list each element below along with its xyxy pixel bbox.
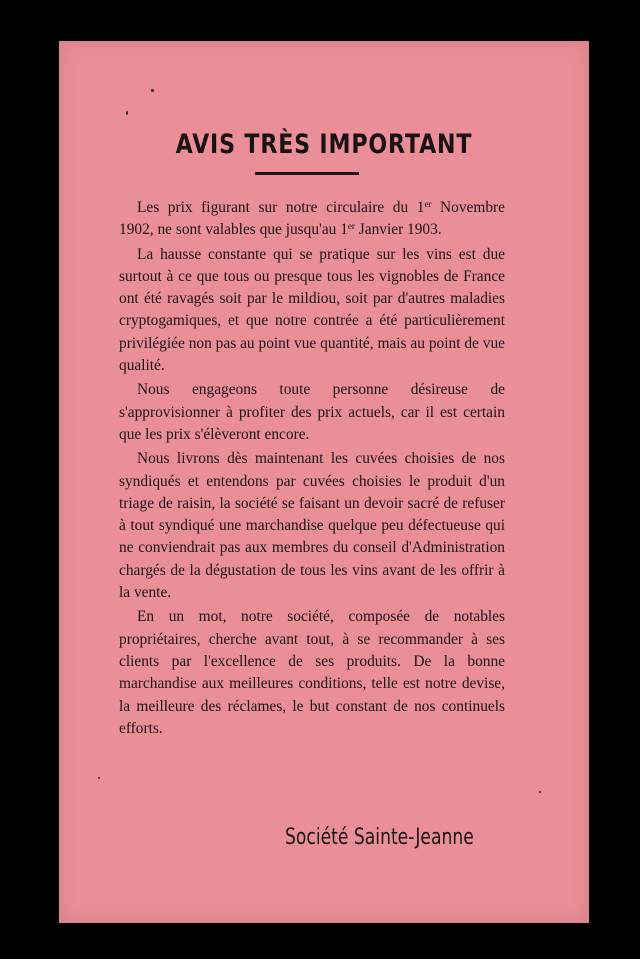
paragraph-supply-advice: Nous engageons toute personne désireuse de s'approvisionner à profiter des prix actuels, car il est certain que les prix s'élèveront encore. [119, 381, 505, 443]
paper-speck [126, 111, 128, 115]
paragraph-validity-text-a: Les prix figurant sur notre circulaire du [137, 199, 417, 216]
signature: Société Sainte-Jeanne [285, 825, 474, 850]
paragraph-validity-text-b: Novembre 1902, ne sont valables que jusqu'au [119, 199, 505, 239]
paper-speck [151, 89, 154, 92]
title-underline [255, 172, 359, 175]
notice-body [119, 197, 505, 740]
paper-speck [98, 777, 100, 779]
notice-title: AVIS TRÈS IMPORTANT [175, 129, 473, 160]
paper-speck [539, 791, 541, 793]
paragraph-validity: Les prix figurant sur notre circulaire du 1er Novembre 1902, ne sont valables que jusqu'au 1er Janvier 1903. [119, 199, 505, 239]
ordinal-suffix: er [347, 221, 355, 232]
paragraph-price-rise: La hausse constante qui se pratique sur les vins est due surtout à ce que tous ou presque tous les vignobles de France ont été ravagés soit par le mildiou, soit par d'autres maladies cryptogamiques, et que notre contrée a été particulièrement privilégiée non pas au point vue quantité, mais au point de vue qualité. [119, 245, 505, 375]
notice-sheet [59, 41, 589, 923]
paragraph-motto: En un mot, notre société, composée de notables propriétaires, cherche avant tout, à se recommander à ses clients par l'excellence de ses produits. De la bonne marchandise aux meilleures conditions, telle est notre devise, la meilleure des réclames, le but constant de nos continuels efforts. [119, 608, 505, 737]
ordinal-suffix: er [424, 199, 432, 209]
paragraph-selected-vintages: Nous livrons dès maintenant les cuvées choisies de nos syndiqués et entendons par cuvées choisies le produit d'un triage de raisin, la société se faisant un devoir sacré de refuser à tout syndiqué une marchandise quelque peu défectueuse qui ne conviendrait pas aux membres du conseil d'Administration chargés de la dégustation de tous les vins avant de les offrir à la vente. [119, 450, 505, 602]
paragraph-validity-text-c: Janvier 1903. [354, 221, 442, 239]
